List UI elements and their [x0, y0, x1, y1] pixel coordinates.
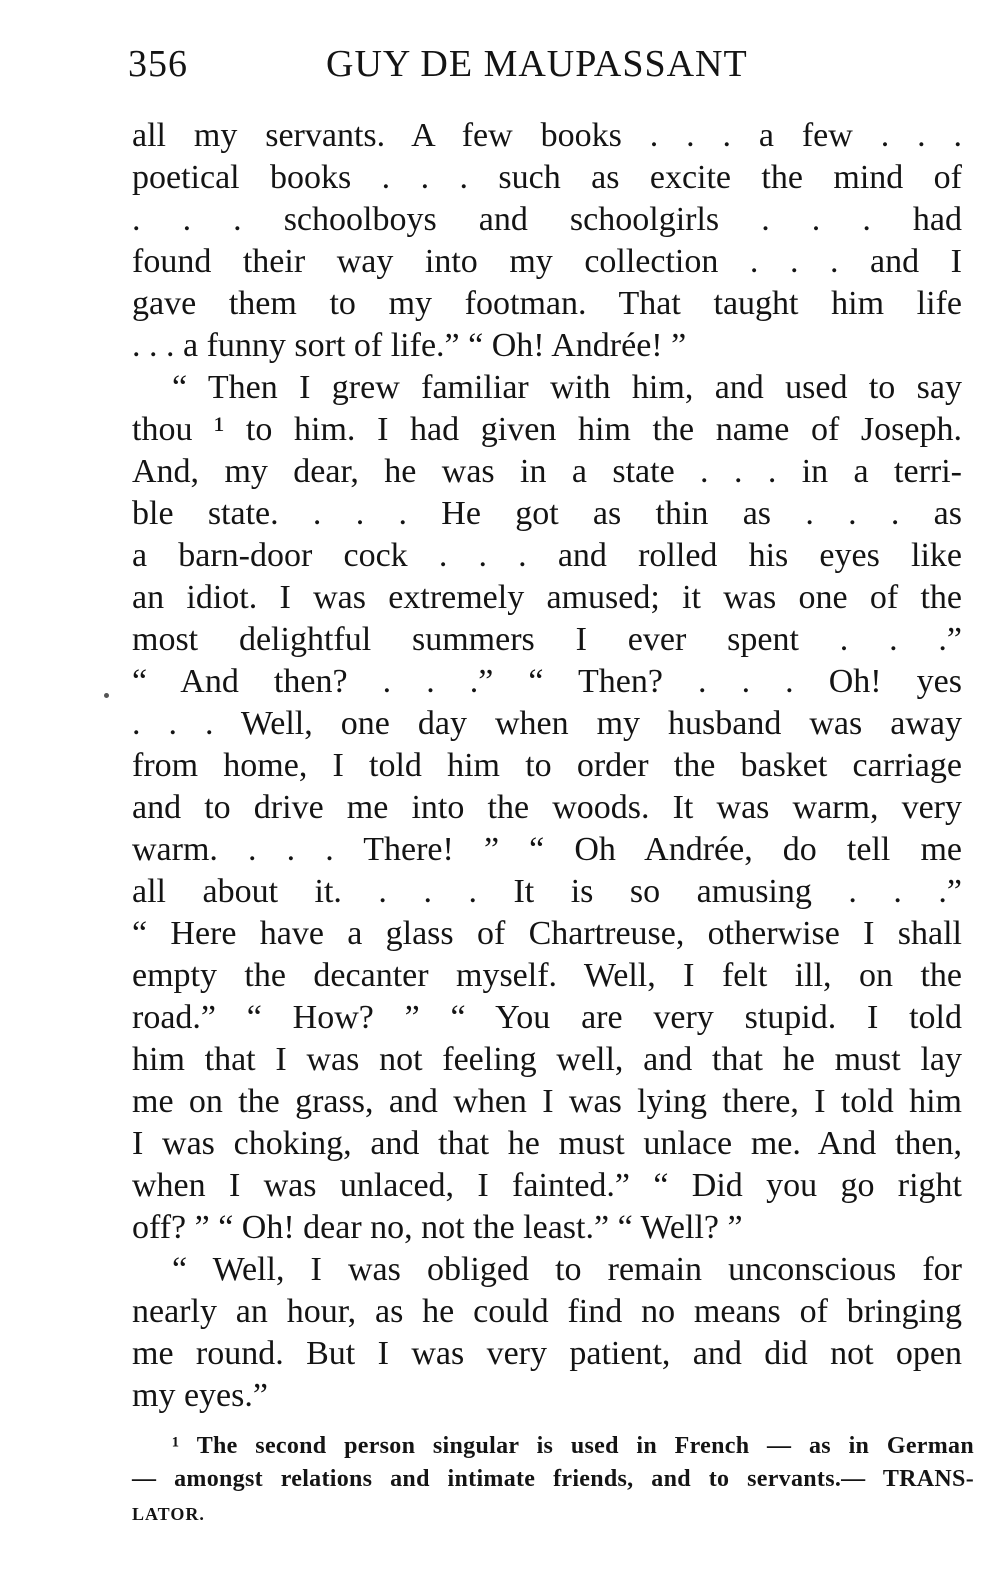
text-line: “ Here have a glass of Chartreuse, otherwise I shall [132, 915, 962, 952]
text-line: found their way into my collection . . . and I [132, 243, 962, 280]
footnote-line: LATOR. [132, 1504, 205, 1524]
text-line: warm. . . . There! ” “ Oh Andrée, do tell me [132, 831, 962, 868]
text-line: And, my dear, he was in a state . . . in a terri- [132, 453, 962, 490]
text-line: my eyes.” [132, 1377, 268, 1414]
text-line: thou ¹ to him. I had given him the name of Joseph. [132, 411, 962, 448]
text-line: him that I was not feeling well, and that he must lay [132, 1041, 962, 1078]
text-line: nearly an hour, as he could find no means of bringing [132, 1293, 962, 1330]
text-line: “ And then? . . .” “ Then? . . . Oh! yes [132, 663, 962, 700]
text-line: road.” “ How? ” “ You are very stupid. I told [132, 999, 962, 1036]
text-line: when I was unlaced, I fainted.” “ Did you go right [132, 1167, 962, 1204]
footnote-line: ¹ The second person singular is used in French — as in German [172, 1433, 974, 1459]
text-line: I was choking, and that he must unlace me. And then, [132, 1125, 962, 1162]
text-line: “ Well, I was obliged to remain unconscious for [172, 1251, 962, 1288]
text-line: most delightful summers I ever spent . . .” [132, 621, 962, 658]
text-line: “ Then I grew familiar with him, and used to say [172, 369, 962, 406]
text-line: gave them to my footman. That taught him life [132, 285, 962, 322]
text-line: and to drive me into the woods. It was warm, very [132, 789, 962, 826]
text-line: empty the decanter myself. Well, I felt ill, on the [132, 957, 962, 994]
text-line: ble state. . . . He got as thin as . . . as [132, 495, 962, 532]
text-line: me round. But I was very patient, and did not open [132, 1335, 962, 1372]
text-line: all my servants. A few books . . . a few . . . [132, 117, 962, 154]
text-line: . . . a funny sort of life.” “ Oh! Andrée! ” [132, 327, 687, 364]
text-line: from home, I told him to order the basket carriage [132, 747, 962, 784]
text-line: off? ” “ Oh! dear no, not the least.” “ Well? ” [132, 1209, 743, 1246]
text-line: . . . Well, one day when my husband was away [132, 705, 962, 742]
text-line: all about it. . . . It is so amusing . . .” [132, 873, 962, 910]
text-line: me on the grass, and when I was lying there, I told him [132, 1083, 962, 1120]
text-line: an idiot. I was extremely amused; it was one of the [132, 579, 962, 616]
margin-mark [104, 693, 109, 698]
text-line: . . . schoolboys and schoolgirls . . . had [132, 201, 962, 238]
text-line: a barn-door cock . . . and rolled his eyes like [132, 537, 962, 574]
page-number: 356 [128, 43, 188, 85]
running-title: GUY DE MAUPASSANT [326, 43, 748, 85]
footnote-line: — amongst relations and intimate friends, and to servants.— TRANS- [132, 1466, 974, 1492]
text-line: poetical books . . . such as excite the mind of [132, 159, 962, 196]
